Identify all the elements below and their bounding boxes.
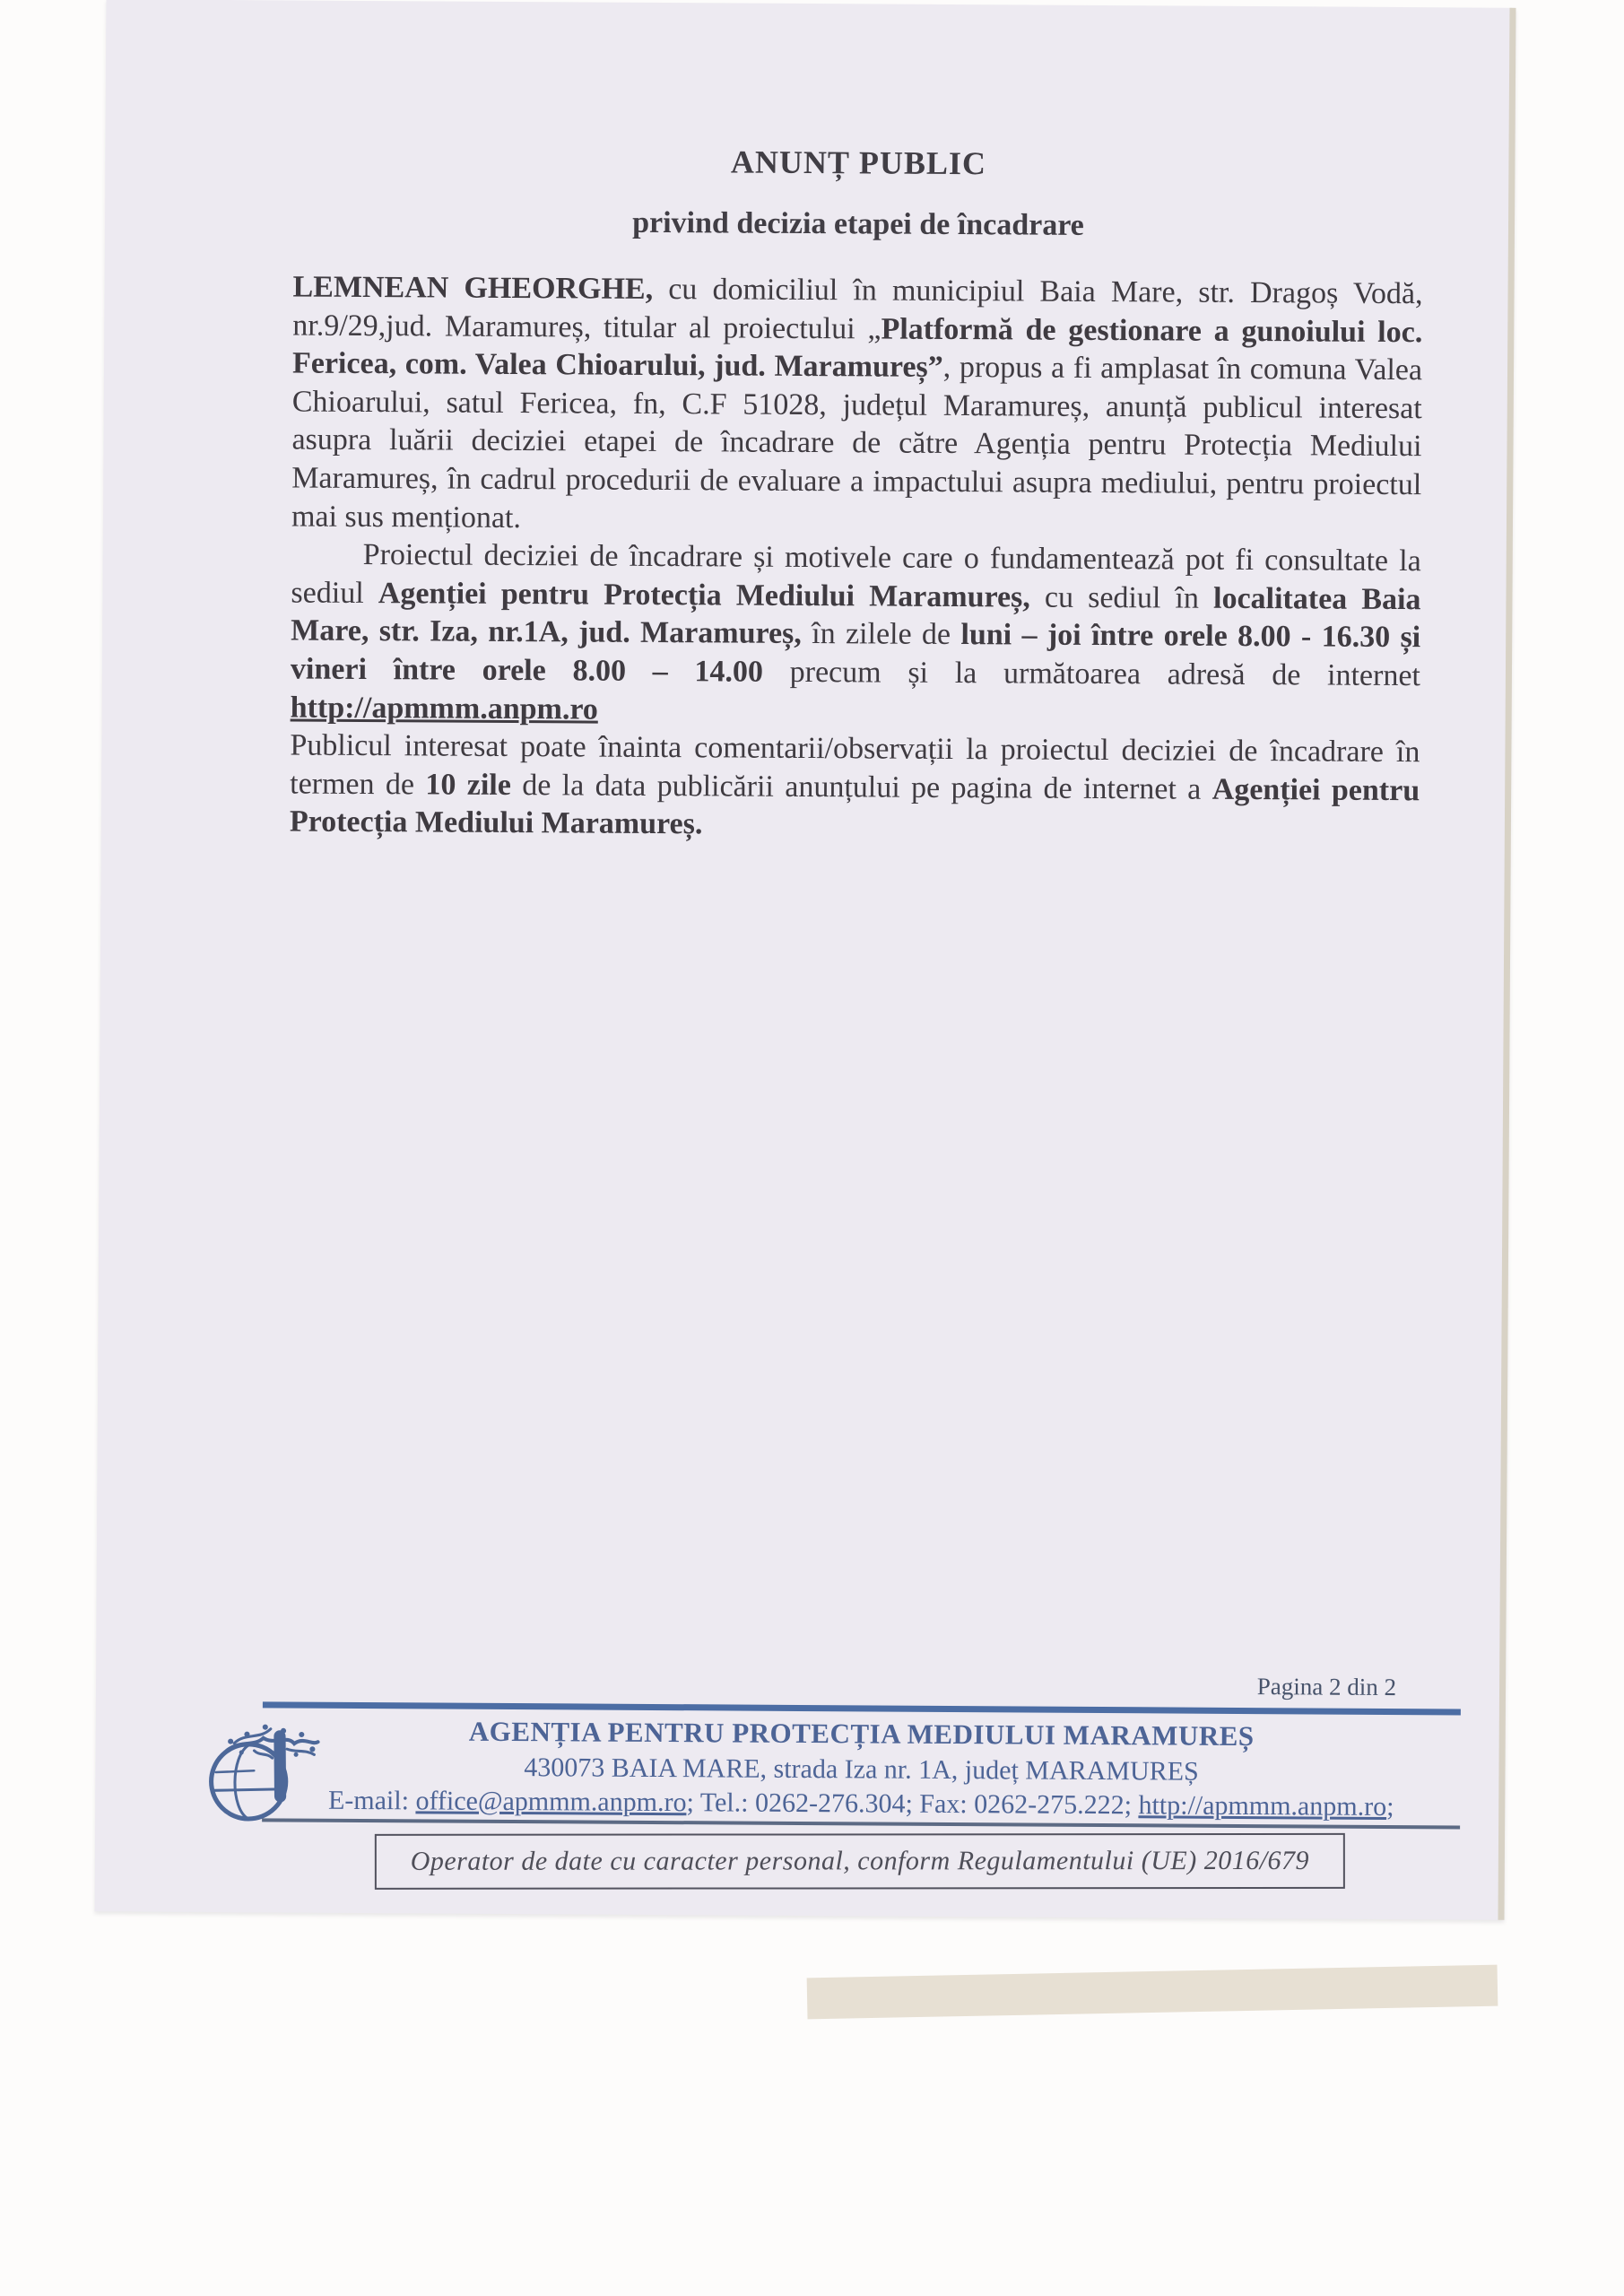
- text-run: ;: [1386, 1791, 1394, 1822]
- link[interactable]: office@apmmm.anpm.ro: [415, 1786, 687, 1818]
- text-run: ; Tel.: 0262-276.304; Fax: 0262-275.222;: [686, 1787, 1139, 1821]
- text-run: Proiectul deciziei de încadrare și motivele care o fundamentează pot fi consultate la sediul: [291, 538, 1421, 610]
- agency-contact: [262, 1785, 1460, 1822]
- text-run: LEMNEAN GHEORGHE,: [292, 270, 654, 306]
- text-run: cu sediul în: [1029, 580, 1214, 615]
- scanned-page: [95, 0, 1516, 1920]
- text-run: , propus a fi amplasat în comuna Valea Chioarului, satul Fericea, fn, C.F 51028, județul Maramureș, anunță publicul interesat asupra luării deciziei etapei de încadrare de către Agenția pentru Protecția Mediului Maramureș, în cadrul procedurii de evaluare a impactului asupra mediului, pentru proiectul mai sus menționat.: [291, 351, 1423, 535]
- text-run: luni – joi între orele 8.00 - 16.30 și vineri între orele 8.00 – 14.00: [290, 618, 1421, 689]
- text-run: în zilele de: [801, 617, 961, 652]
- gdpr-notice-box: [375, 1833, 1345, 1890]
- scanner-background-strip: [807, 1965, 1498, 2020]
- document-subtitle: privind decizia etapei de încadrare: [632, 205, 1084, 242]
- paragraph-2: [291, 536, 1421, 735]
- paragraph-3: [290, 727, 1420, 848]
- text-run: Publicul interesat poate înainta comentarii/observații la proiectul deciziei de încadrare în termen de: [290, 728, 1420, 802]
- agency-address: 430073 BAIA MARE, strada Iza nr. 1A, județ MARAMUREȘ: [524, 1752, 1199, 1787]
- link[interactable]: http://apmmm.anpm.ro: [1138, 1790, 1387, 1822]
- document-body: [290, 268, 1423, 848]
- paragraph-1: [291, 268, 1423, 543]
- text-run: Agenției pentru Protecția Mediului Maramureș.: [289, 772, 1420, 841]
- page-number: Pagina 2 din 2: [1256, 1673, 1397, 1701]
- agency-footer: [262, 1714, 1461, 1822]
- agency-name: AGENȚIA PENTRU PROTECȚIA MEDIULUI MARAMUREȘ: [468, 1715, 1255, 1752]
- document-title: ANUNȚ PUBLIC: [730, 144, 987, 182]
- footer-top-rule: [263, 1701, 1461, 1715]
- text-run: de la data publicării anunțului pe pagina de internet a: [510, 768, 1212, 806]
- text-run: E-mail:: [327, 1785, 416, 1816]
- link[interactable]: http://apmmm.anpm.ro: [290, 691, 598, 726]
- text-run: Platformă de gestionare a gunoiului loc. Fericea, com. Valea Chioarului, jud. Maramureș”: [291, 312, 1423, 385]
- gdpr-notice: Operator de date cu caracter personal, conform Regulamentului (UE) 2016/679: [410, 1845, 1310, 1876]
- text-run: cu domiciliul în municipiul Baia Mare, str. Dragoș Vodă, nr.9/29,jud. Maramureș, titular al proiectului „: [292, 272, 1423, 346]
- text-run: Agenției pentru Protecția Mediului Maramureș,: [378, 576, 1030, 614]
- text-run: localitatea Baia Mare, str. Iza, nr.1A, jud. Maramureș,: [291, 581, 1421, 651]
- text-run: 10 zile: [425, 768, 511, 802]
- text-run: precum și la următoarea adresă de internet: [762, 655, 1421, 693]
